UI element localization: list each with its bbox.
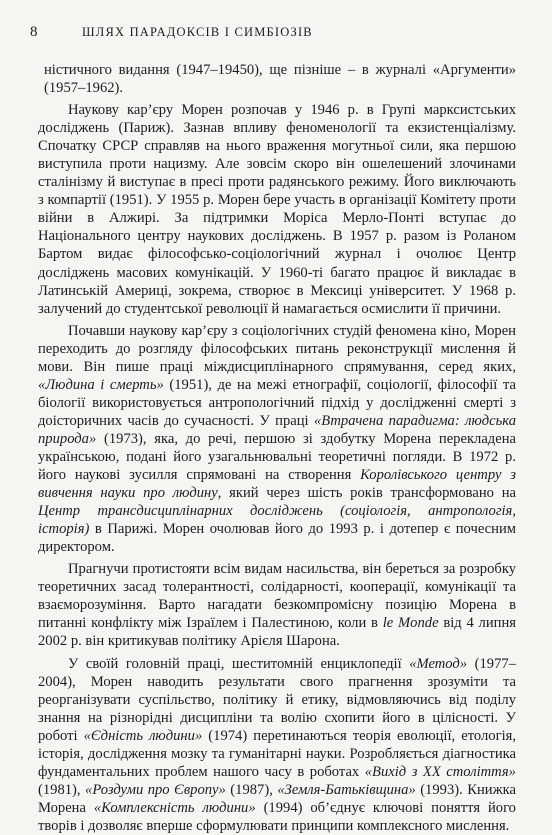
italic-title: «Метод» [409, 655, 468, 672]
italic-title: «Людина і смерть» [38, 376, 164, 393]
text-run: в Парижі. Морен очолював його до 1993 р. і дотепер є почесним директором. [38, 521, 516, 556]
italic-title: Королівського центру з вивчення науки про людину [38, 467, 516, 502]
text-run: (1977–2004), Морен наводить результати свого прагнення зрозуміти та реорганізувати суспільство, політику й етику, відмовляючись від поділу знання на різнорідні дисципліни та волію схопити його в цілісності. У роботі [38, 655, 516, 744]
text-run: (1993). Книжка Морена [38, 781, 517, 816]
text-run: ністичного видання (1947–19450), ще пізніше – в журналі «Аргументи» (1957–1962). [44, 62, 516, 97]
paragraph [38, 101, 516, 318]
running-title: ШЛЯХ ПАРАДОКСІВ І СИМБІОЗІВ [82, 25, 313, 39]
body-text [38, 61, 516, 835]
text-run: Почавши наукову кар’єру з соціологічних студій феномена кіно, Морен переходить до розгляду філософських питань реконструкції мислення й мови. Він пише праці міждисциплінарного спрямування, серед яких, [38, 322, 516, 375]
italic-title: «Роздуми про Європу» [85, 781, 226, 798]
text-run: У своїй головній праці, шеститомній енциклопедії [68, 655, 410, 672]
italic-title: «Земля-Батьківщина» [277, 781, 416, 798]
text-run: Наукову кар’єру Морен розпочав у 1946 р. в Групі марксистських досліджень (Париж). Зазнав впливу феноменології та екзистенціалізму. Спочатку СРСР справляв на нього враження могутньої сили, яка першою виступила проти нацизму. Але зовсім скоро він ошелешений злочинами сталінізму й виступає в пресі проти радянського режиму. Його виключають з компартії (1951). У 1955 р. Морен бере участь в організації Комітету проти війни в Алжирі. За підтримки Моріса Мерло-Понті вступає до Національного центру наукових досліджень. В 1957 р. разом із Роланом Бартом видає філософсько-соціологічний журнал і очолює Центр досліджень масових комунікацій. У 1960-ті багато працює й викладає в Латинській Америці, зокрема, створює в Мексиці університет. У 1968 р. залучений до студентської революції й намагається осмислити її причини. [38, 102, 516, 317]
italic-title: «Вихід з ХХ століття» [364, 763, 516, 780]
italic-title: Центр трансдисциплінарних досліджень (соціологія, антропологія, історія) [38, 503, 516, 538]
paragraph [38, 322, 516, 557]
text-run: (1973), яка, до речі, першою зі здобутку Морена перекладена українською, подані його узагальнювальні теоретичні погляди. В 1972 р. його наукові зусилля спрямовані на створення [38, 430, 516, 484]
paragraph [38, 560, 516, 650]
text-run: (1974) перетинаються теорія еволюції, етологія, історія, дослідження мозку та гуманітарні науки. Розробляється діагностика фундаментальних проблем нашого часу в роботах [38, 727, 516, 780]
page-number: 8 [30, 24, 38, 40]
text-run: (1987), [225, 781, 278, 798]
text-run: (1951), де на межі етнографії, соціології, філософії та біології використовується антропологічний підхід у дослідженні смерті з доісторичних часів до сучасності. У праці [38, 376, 516, 429]
text-run: (1981), [38, 781, 86, 798]
text-run: (1994) об’єднує ключові поняття його творів і дозволяє вперше сформулювати принципи комплексного мислення. [38, 799, 516, 834]
text-run: від 4 липня 2002 р. він критикував політику Арієля Шарона. [38, 615, 516, 650]
italic-title: «Комплексність людини» [93, 799, 256, 816]
text-run: Прагнучи протистояти всім видам насильства, він береться за розробку теоретичних засад толерантності, солідарності, кооперації, комунікації та взаєморозуміння. Варто нагадати безкомпромісну позицію Морена в питанні конфлікту між Ізраїлем і Палестиною, коли в [38, 561, 516, 632]
italic-title: le Monde [382, 615, 439, 632]
italic-title: «Втрачена парадигма: людська природа» [38, 412, 516, 447]
paragraph [38, 655, 516, 835]
page-header [30, 24, 532, 46]
italic-title: «Єдність людини» [83, 727, 203, 744]
text-run: , який через шість років трансформовано на [217, 485, 516, 502]
paragraph [38, 61, 516, 97]
